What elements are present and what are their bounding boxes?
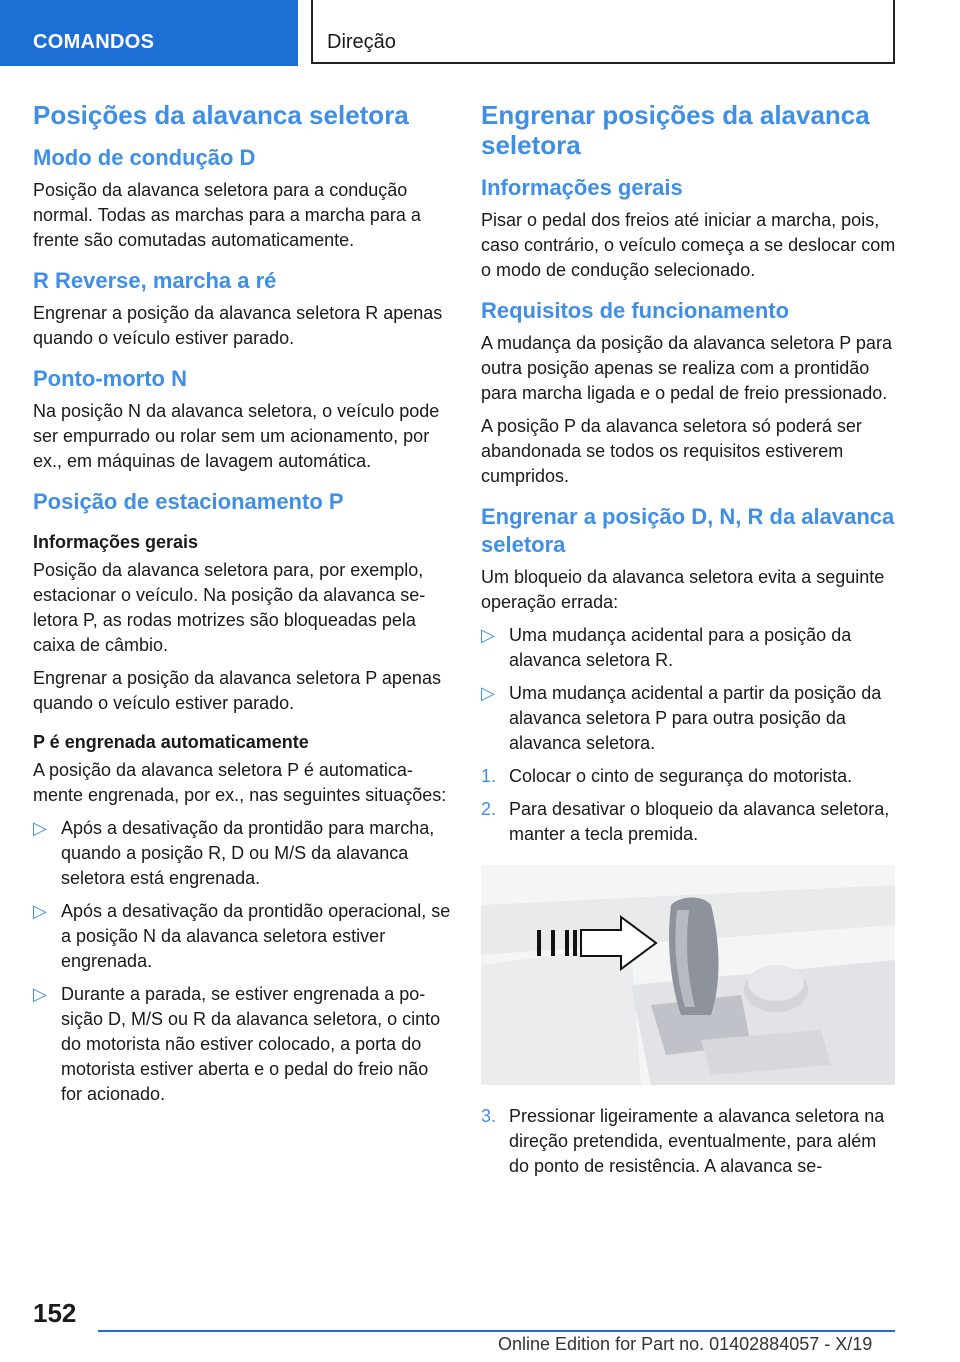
park-text-3: A posição da alavanca seletora P é automaticamente engrenada, por ex., nas seguintes situações: — [33, 760, 447, 805]
step-number: 3. — [481, 1106, 497, 1126]
heading-selector-positions: Posições da alavanca seletora — [33, 100, 409, 130]
heading-neutral: Ponto-morto N — [33, 366, 187, 391]
list-item: ▷ Após a desativação da prontidão para marcha, quando a posição R, D ou M/S da alavanca seletora está engrenada. — [33, 818, 435, 888]
heading-engage-positions: Engrenar posições da alavanca seletora — [481, 100, 870, 160]
park-auto-list — [33, 816, 453, 1107]
heading-engage-dnr: Engrenar a posição D, N, R da alavanca seletora — [481, 504, 895, 557]
triangle-bullet-icon: ▷ — [481, 683, 495, 703]
reverse-text: Engrenar a posição da alavanca seletora R apenas quando o veículo estiver parado. — [33, 303, 443, 348]
requirements-text-1: A mudança da posição da alavanca seletora P para outra posição apenas se realiza com a prontidão para marcha ligada e o pedal de freio pressionado. — [481, 333, 892, 403]
footer-rule — [98, 1330, 895, 1332]
subheading-park-general: Informações gerais — [33, 532, 199, 552]
left-column — [33, 100, 453, 1115]
park-text-1: Posição da alavanca seletora para, por exemplo, estacionar o veículo. Na posição da alavanca seletora P, as rodas motrizes são bloqueadas pela caixa de câmbio. — [33, 560, 426, 655]
list-item: ▷ Uma mudança acidental a partir da posição da alavanca seletora P para outra posição da alavanca seletora. — [481, 683, 882, 753]
park-text-2: Engrenar a posição da alavanca seletora P apenas quando o veículo estiver parado. — [33, 668, 441, 713]
heading-reverse: R Reverse, marcha a ré — [33, 268, 277, 293]
footer-edition-text: Online Edition for Part no. 01402884057 - X/19 — [498, 1334, 873, 1354]
list-item: ▷ Após a desativação da prontidão operacional, se a posição N da alavanca seletora estiver engrenada. — [33, 901, 451, 971]
triangle-bullet-icon: ▷ — [33, 984, 47, 1004]
drive-mode-text: Posição da alavanca seletora para a condução normal. Todas as marchas para a marcha para a frente são comutadas automaticamente. — [33, 180, 421, 250]
list-item: 2. Para desativar o bloqueio da alavanca seletora, manter a tecla premida. — [481, 799, 890, 844]
engage-bullet-list — [481, 623, 901, 756]
subheading-park-auto: P é engrenada automaticamente — [33, 732, 309, 752]
step-number: 2. — [481, 799, 497, 819]
triangle-bullet-icon: ▷ — [33, 901, 47, 921]
heading-general-info: Informações gerais — [481, 175, 683, 200]
engage-steps-list-b — [481, 1104, 901, 1179]
engage-steps-list-a — [481, 764, 901, 847]
list-item: ▷ Uma mudança acidental para a posição da alavanca seletora R. — [481, 625, 852, 670]
page-number: 152 — [33, 1298, 77, 1328]
engage-text: Um bloqueio da alavanca seletora evita a seguinte operação errada: — [481, 567, 885, 612]
neutral-text: Na posição N da alavanca seletora, o veículo pode ser empurrado ou rolar sem um acionamento, por ex., em máquinas de lavagem automática. — [33, 401, 440, 471]
right-column — [481, 100, 901, 1187]
heading-drive-mode: Modo de condução D — [33, 145, 256, 170]
header-section-title: Direção — [311, 0, 895, 64]
heading-requirements: Requisitos de funcionamento — [481, 298, 790, 323]
triangle-bullet-icon: ▷ — [481, 625, 495, 645]
step-number: 1. — [481, 766, 497, 786]
heading-park: Posição de estacionamento P — [33, 489, 344, 514]
list-item: 3. Pressionar ligeiramente a alavanca seletora na direção pretendida, eventualmente, para além do ponto de resistência. A alavanca se- — [481, 1106, 885, 1176]
requirements-text-2: A posição P da alavanca seletora só poderá ser abandonada se todos os requisitos estiverem cumpridos. — [481, 416, 862, 486]
triangle-bullet-icon: ▷ — [33, 818, 47, 838]
general-info-text: Pisar o pedal dos freios até iniciar a marcha, pois, caso contrário, o veículo começa a se deslocar com o modo de condução selecionado. — [481, 210, 896, 280]
list-item: ▷ Durante a parada, se estiver engrenada a posição D, M/S ou R da alavanca seletora, o cinto do motorista não estiver colocado, a porta do motorista estiver aberta e o pedal do freio não for acionado. — [33, 984, 441, 1104]
header-chapter-tab: COMANDOS — [0, 0, 298, 66]
list-item: 1. Colocar o cinto de segurança do motorista. — [481, 764, 901, 789]
gear-selector-illustration — [481, 865, 895, 1085]
